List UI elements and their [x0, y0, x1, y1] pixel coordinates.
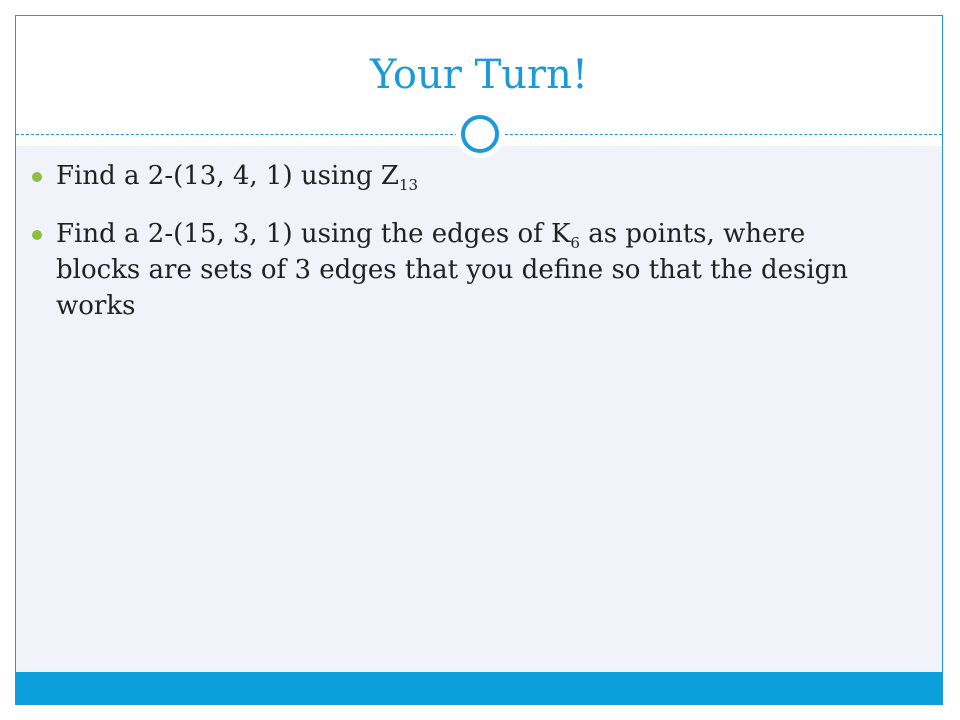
dot-icon: [32, 172, 42, 182]
bullet-item: [32, 216, 892, 324]
dot-icon: [32, 230, 42, 240]
ring-shape: [461, 115, 499, 153]
subscript: 13: [399, 176, 419, 195]
footer-bar: [16, 672, 942, 704]
slide-title: Your Turn!: [369, 52, 588, 98]
bullet-text: Find a 2-(13, 4, 1) using Z: [56, 161, 400, 191]
circle-ring-icon: [456, 110, 504, 158]
subscript: 6: [570, 234, 580, 253]
slide: [15, 15, 943, 705]
bullet-text: Find a 2-(15, 3, 1) using the edges of K: [56, 219, 571, 249]
bullet-list: [32, 158, 892, 346]
bullet-text-continued: as points, where blocks are sets of 3 edges that you define so that the design works: [56, 219, 849, 321]
bullet-item: [32, 158, 892, 194]
